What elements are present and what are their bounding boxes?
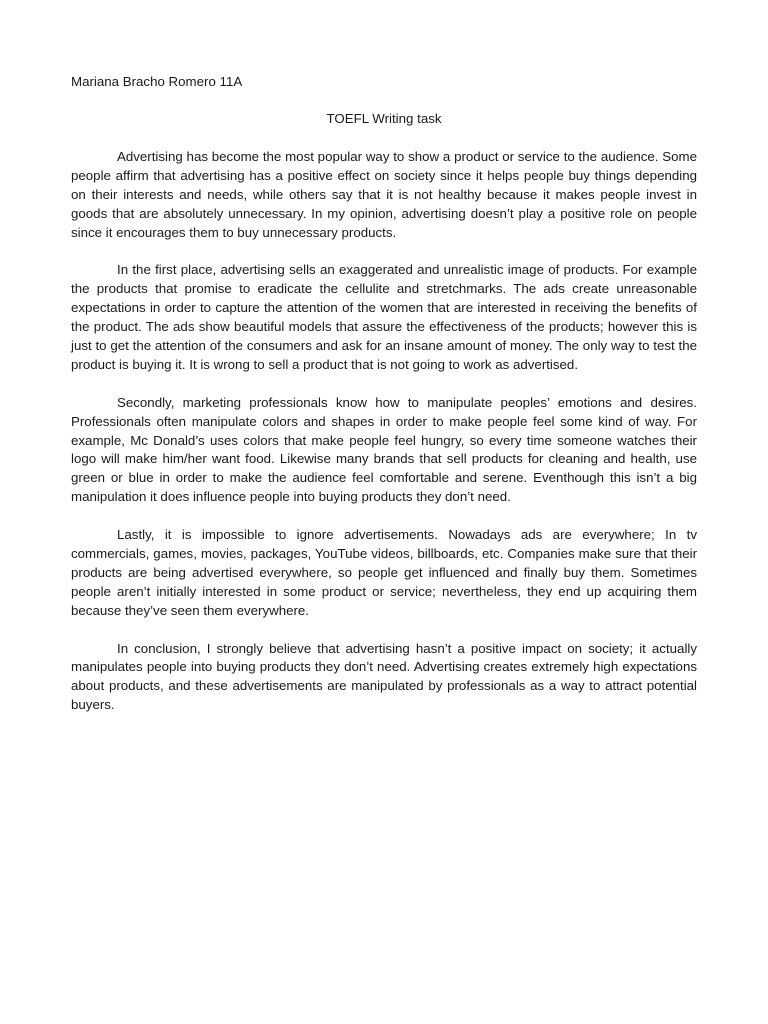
paragraph-conclusion: In conclusion, I strongly believe that advertising hasn’t a positive impact on society; it actually manipulates people into buying products they don’t need. Advertising creates extremely high expectations about products, and these advertisements are manipulated by professionals as a way to attract potential buyers.	[71, 640, 697, 713]
paragraph-introduction: Advertising has become the most popular way to show a product or service to the audience. Some people affirm that advertising has a positive effect on society since it helps people buy things depending on their interests and needs, while others say that it is not healthy because it makes people invest in goods that are absolutely unnecessary. In my opinion, advertising doesn’t play a positive role on people since it encourages them to buy unnecessary products.	[71, 149, 697, 240]
author-line: Mariana Bracho Romero 11A	[71, 74, 243, 89]
document-body	[71, 148, 697, 734]
paragraph-first-place: In the first place, advertising sells an exaggerated and unrealistic image of products. For example the products that promise to eradicate the cellulite and stretchmarks. The ads create unreasonable expectations in order to capture the attention of the women that are interested in receiving the benefits of the product. The ads show beautiful models that assure the effectiveness of the products; however this is just to get the attention of the consumers and ask for an insane amount of money. The only way to test the product is buying it. It is wrong to sell a product that is not going to work as advertised.	[71, 262, 697, 372]
paragraph-lastly: Lastly, it is impossible to ignore advertisements. Nowadays ads are everywhere; In tv commercials, games, movies, packages, YouTube videos, billboards, etc. Companies make sure that their products are being advertised everywhere, so people get influenced and finally buy them. Sometimes people aren’t initially interested in some product or service; nevertheless, they end up acquiring them because they’ve seen them everywhere.	[71, 527, 697, 618]
document-title: TOEFL Writing task	[326, 111, 442, 126]
paragraph-secondly: Secondly, marketing professionals know how to manipulate peoples’ emotions and desires. Professionals often manipulate colors and shapes in order to make people feel some kind of way. For example, Mc Donald’s uses colors that make people feel hungry, so every time someone watches their logo will make him/her want food. Likewise many brands that sell products for cleaning and health, use green or blue in order to make the audience feel comfortable and serene. Eventhough this isn’t a big manipulation it does influence people into buying products they don’t need.	[71, 394, 697, 505]
